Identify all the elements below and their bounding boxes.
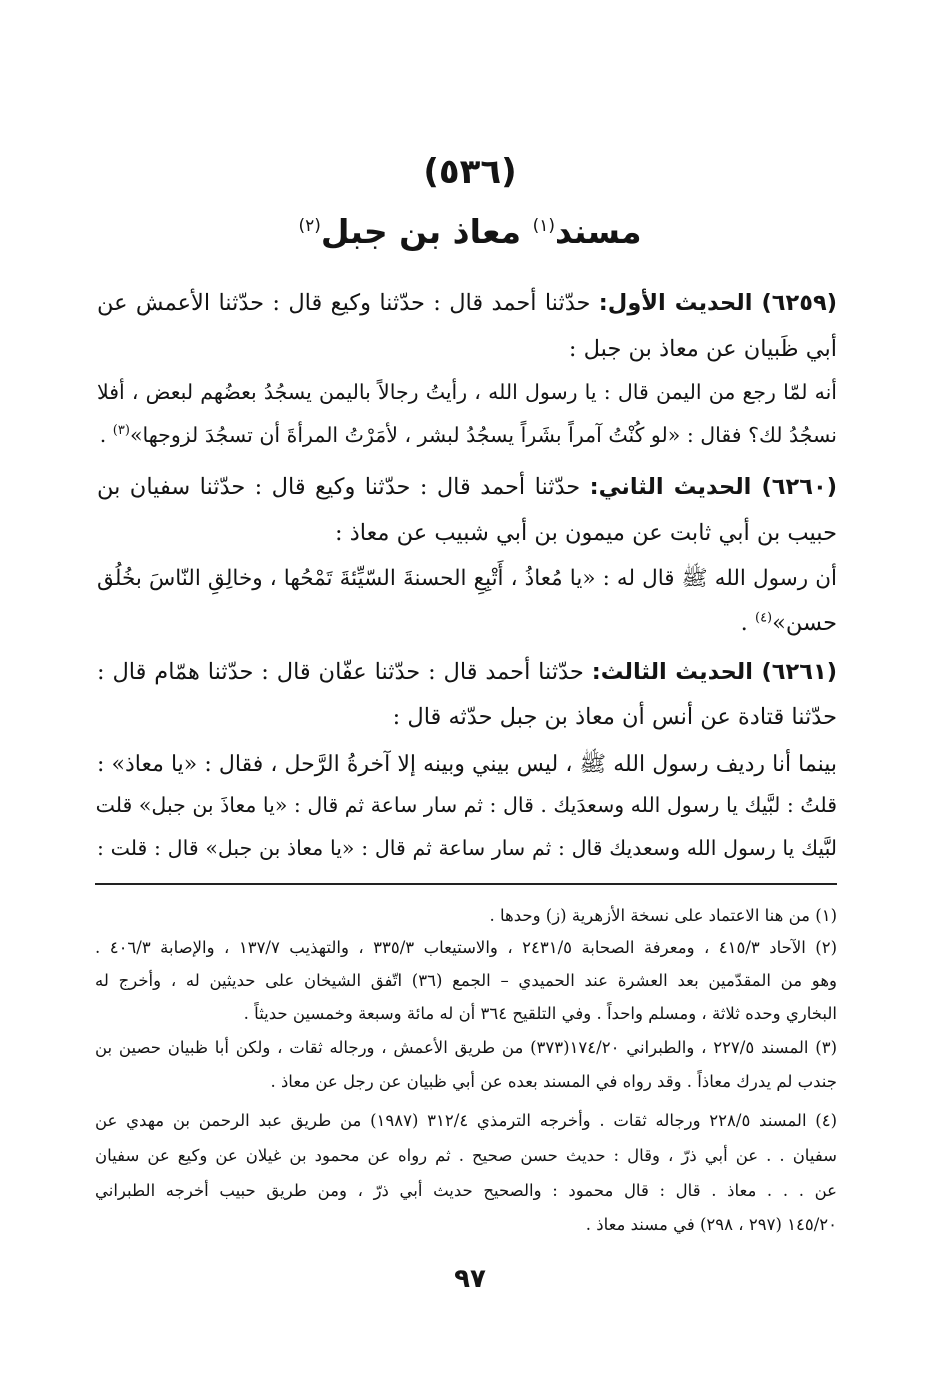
hadith2-line1 [97, 474, 837, 500]
hadith3-line2: حدّثنا قتادة عن أنس أن معاذ بن جبل حدّثه قال : [392, 704, 837, 730]
hadith2-line3: أن رسول الله ﷺ قال له : «يا مُعاذُ ، أَتْبِعِ الحسنةَ السّيِّئةَ تَمْحُها ، وخالِقِ النّاسَ بخُلُق [97, 566, 837, 591]
footnote-2-line1: (٢) الآحاد ٤١٥/٣ ، ومعرفة الصحابة ٢٤٣١/٥ ، والاستيعاب ٣٣٥/٣ ، والتهذيب ١٣٧/٧ ، والإصابة ٤٠٦/٣ . [95, 938, 838, 957]
footnote-4-line1: (٤) المسند ٢٢٨/٥ ورجاله ثقات . وأخرجه الترمذي ٣١٢/٤ (١٩٨٧) من طريق عبد الرحمن بن مهدي عن [95, 1111, 838, 1130]
footnote-separator [95, 883, 837, 885]
hadith2-footnote-ref: (٤) [754, 610, 773, 626]
hadith2-line4-end: . [740, 610, 755, 636]
title-name-rest: معاذ بن جبل [320, 212, 522, 251]
footnote-4-line3: عن . . . معاذ . قال : قال محمود : والصحيح حديث أبي ذرّ ، ومن طريق حبيب أخرجه الطبراني [95, 1181, 837, 1200]
hadith1-line1-text: حدّثنا أحمد قال : حدّثنا وكيع قال : حدّثنا الأعمش عن [97, 290, 591, 316]
hadith3-heading: (٦٢٦١) الحديث الثالث: [591, 659, 838, 685]
hadith3-line3: بينما أنا رديف رسول الله ﷺ ، ليس بيني وبينه إلا آخرةُ الرَّحل ، فقال : «يا معاذ» : [97, 752, 837, 777]
hadith3-line1 [97, 659, 837, 685]
footnote-4-line2: سفيان . . عن أبي ذرّ ، وقال : حديث حسن صحيح . ثم رواه عن محمود بن غيلان عن وكيع عن سفيان [95, 1146, 837, 1165]
footnote-3-line1: (٣) المسند ٢٢٧/٥ ، والطبراني ١٧٤/٢٠(٣٧٣) من طريق الأعمش ، ورجاله ثقات ، ولكن أبا ظبيان حصين بن [95, 1038, 838, 1057]
hadith1-line4-end: . [99, 423, 113, 447]
title-footnote-ref-2: (٢) [298, 216, 321, 236]
page-number: ٩٧ [454, 1264, 486, 1294]
footnote-4-line4: ١٤٥/٢٠ (٢٩٧ ، ٢٩٨) في مسند معاذ . [585, 1215, 837, 1234]
hadith1-line4 [97, 423, 837, 447]
hadith2-line1-text: حدّثنا أحمد قال : حدّثنا وكيع قال : حدّثنا سفيان بن [97, 474, 581, 500]
footnote-1: (١) من هنا الاعتماد على نسخة الأزهرية (ز) وحدها . [489, 906, 837, 925]
section-number: (٥٣٦) [423, 152, 517, 192]
footnote-3-line2: جندب لم يدرك معاذاً . وقد رواه في المسند بعده عن أبي ظبيان عن رجل عن معاذ . [270, 1072, 837, 1091]
title-footnote-ref-1: (١) [532, 216, 555, 236]
hadith3-line4: قلتُ : لبَّيك يا رسول الله وسعدَيك . قال : ثم سار ساعة ثم قال : «يا معاذَ بن جبل» قلت [95, 793, 837, 817]
hadith2-line4 [97, 610, 837, 636]
hadith3-line5: لبَّيك يا رسول الله وسعديك قال : ثم سار ساعة ثم قال : «يا معاذ بن جبل» قال : قلت : [97, 836, 837, 860]
hadith1-line4-text: نسجُدُ لك؟ فقال : «لو كُنْتُ آمراً بشَراً يسجُدُ لبشر ، لأمَرْتُ المرأةَ أن تسجُدَ لزوجها» [129, 423, 837, 447]
footnote-2-line3: البخاري وحده ثلاثة ، ومسلم واحداً . وفي التلقيح ٣٦٤ أن له مائة وسبعة وخمسين حديثاً . [243, 1004, 837, 1023]
footnote-2-line2: وهو من المقدّمين بعد العشرة عند الحميدي – الجمع (٣٦) اتّفق الشيخان على حديثين له ، وأخرج له [95, 971, 837, 990]
title-name-start: مسند [554, 212, 642, 251]
page-title [0, 212, 940, 251]
hadith1-line1 [97, 290, 837, 316]
hadith1-footnote-ref: (٣) [112, 423, 130, 439]
hadith2-line4-text: حسن» [772, 610, 837, 636]
hadith3-line1-text: حدّثنا أحمد قال : حدّثنا عفّان قال : حدّثنا همّام قال : [97, 659, 584, 685]
hadith1-line2: أبي ظَبيان عن معاذ بن جبل : [568, 336, 837, 362]
hadith1-heading: (٦٢٥٩) الحديث الأول: [598, 290, 837, 316]
hadith1-line3: أنه لمّا رجع من اليمن قال : يا رسول الله ، رأيتُ رجالاً باليمن يسجُدُ بعضُهم لبعض ، أفلا [97, 380, 837, 404]
hadith2-line2: حبيب بن أبي ثابت عن ميمون بن أبي شبيب عن معاذ : [334, 520, 837, 546]
hadith2-heading: (٦٢٦٠) الحديث الثاني: [589, 474, 837, 500]
